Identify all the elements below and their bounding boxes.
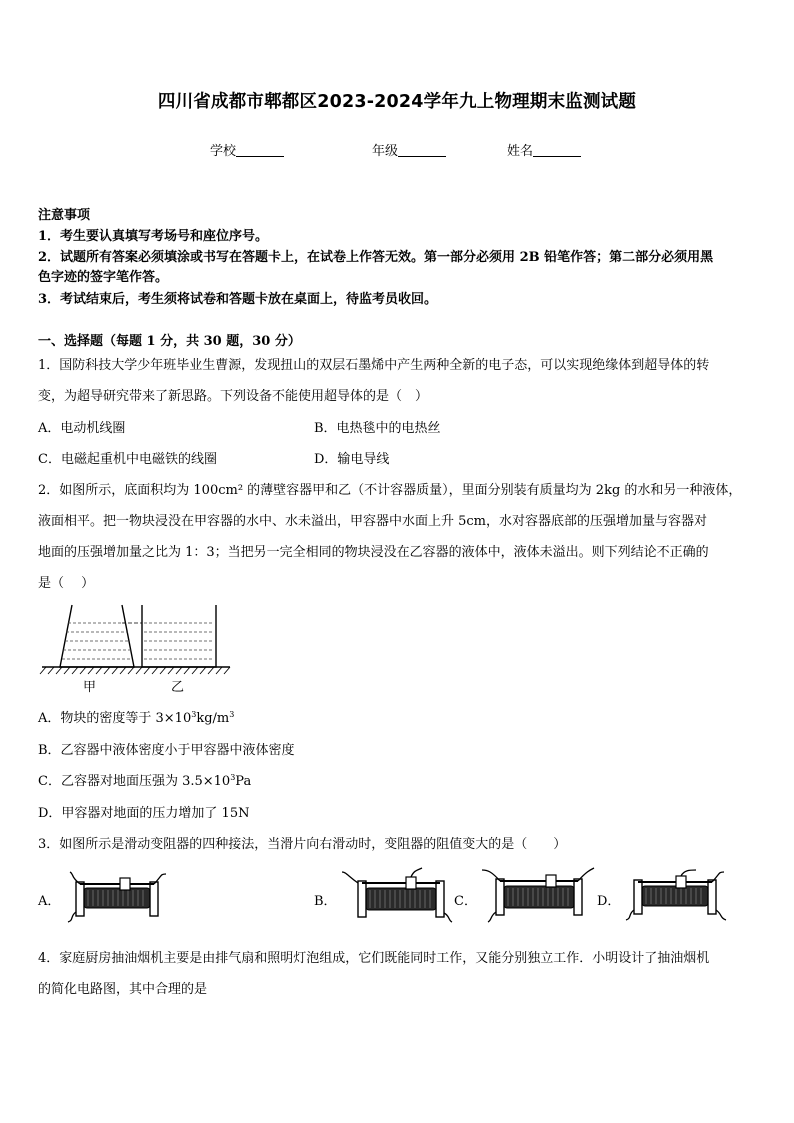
rheostat-c-figure: [478, 866, 598, 922]
water-jia: [62, 623, 132, 659]
school-label: 学校: [210, 144, 237, 159]
notice-item: 色字迹的签字笔作答。: [38, 270, 169, 285]
container-jia: [60, 605, 134, 667]
question-2-line: 液面相平。把一物块浸没在甲容器的水中、水未溢出，甲容器中水面上升 5cm，水对容器底部的压强增加量与容器对: [38, 514, 708, 529]
containers-figure: [38, 601, 238, 693]
section-heading: 一、选择题（每题 1 分，共 30 题，30 分）: [38, 334, 301, 349]
name-blank: [533, 143, 581, 157]
q1-option-c: C．电磁起重机中电磁铁的线圈: [38, 452, 217, 467]
question-1-line: 变，为超导研究带来了新思路。下列设备不能使用超导体的是（ ）: [38, 389, 429, 404]
grade-field: [372, 140, 446, 159]
q2-option-c: C．乙容器对地面压强为 $3.5\times 10^3Pa$: [38, 773, 252, 789]
q1-option-d: D．输电导线: [314, 452, 390, 467]
q2-option-a: A．物块的密度等于 $3\times 10^3kg/m^3$: [38, 710, 235, 726]
notice-item: 1．考生要认真填写考场号和座位序号。: [38, 229, 269, 244]
notice-item: 3．考试结束后，考生须将试卷和答题卡放在桌面上，待监考员收回。: [38, 292, 438, 307]
q3-option-d-label: D．: [597, 894, 621, 909]
q2-option-d: D．甲容器对地面的压力增加了 15N: [38, 806, 250, 821]
name-label: 姓名: [507, 144, 534, 159]
school-field: [210, 140, 284, 159]
liquid-yi: [144, 623, 214, 659]
grade-label: 年级: [372, 144, 399, 159]
question-2-line: 是（ ）: [38, 576, 95, 591]
container-yi: [142, 605, 216, 667]
q1-option-a: A．电动机线圈: [38, 421, 126, 436]
question-2-line: 地面的压强增加量之比为 1：3；当把另一完全相同的物块浸没在乙容器的液体中，液体未溢出。则下列结论不正确的: [38, 545, 709, 560]
q3-option-c-label: C．: [454, 894, 477, 909]
name-field: [507, 140, 581, 159]
question-1-line: 1．国防科技大学少年班毕业生曹源，发现扭山的双层石墨烯中产生两种全新的电子态，可以实现绝缘体到超导体的转: [38, 358, 710, 373]
grade-blank: [398, 143, 446, 157]
rheostat-b-figure: [340, 868, 460, 924]
page-title: 四川省成都市郫都区2023-2024学年九上物理期末监测试题: [157, 92, 637, 112]
q1-option-b: B．电热毯中的电热丝: [314, 421, 441, 436]
notice-item: 2．试题所有答案必须填涂或书写在答题卡上，在试卷上作答无效。第一部分必须用 2B 铅笔作答；第二部分必须用黑: [38, 250, 714, 265]
question-2-line: 2．如图所示，底面积均为 100cm² 的薄壁容器甲和乙（不计容器质量），里面分别装有质量均为 2kg 的水和另一种液体，: [38, 483, 742, 498]
q2-option-b: B．乙容器中液体密度小于甲容器中液体密度: [38, 743, 295, 758]
q3-option-b-label: B．: [314, 894, 337, 909]
question-4-line: 的简化电路图，其中合理的是: [38, 982, 208, 997]
question-4-line: 4．家庭厨房抽油烟机主要是由排气扇和照明灯泡组成，它们既能同时工作，又能分别独立工作．小明设计了抽油烟机: [38, 951, 710, 966]
rheostat-a-figure: [62, 872, 172, 924]
ground-hatch: [40, 667, 230, 674]
label-jia: 甲: [83, 680, 97, 695]
question-3-line: 3．如图所示是滑动变阻器的四种接法，当滑片向右滑动时，变阻器的阻值变大的是（ ）: [38, 837, 567, 852]
notice-heading: 注意事项: [38, 208, 91, 223]
label-yi: 乙: [171, 680, 185, 695]
school-blank: [236, 143, 284, 157]
q3-option-a-label: A．: [38, 894, 61, 909]
rheostat-d-figure: [620, 870, 730, 922]
